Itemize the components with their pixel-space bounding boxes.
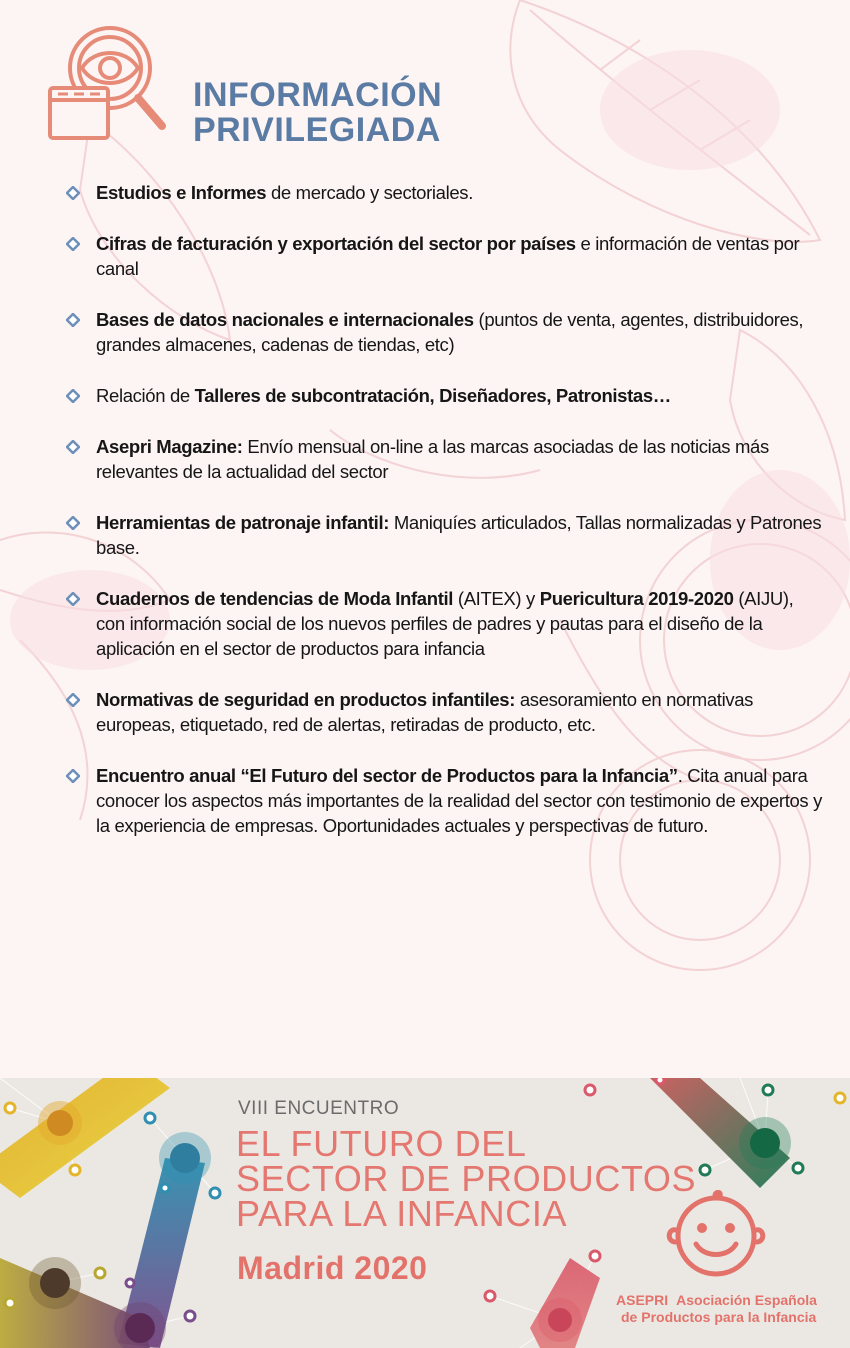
benefit-bold-text: Normativas de seguridad en productos infantiles: — [96, 689, 516, 710]
diamond-bullet-icon — [66, 592, 80, 606]
benefit-bold-text: Cifras de facturación y exportación del sector por países — [96, 233, 576, 254]
benefit-item — [66, 383, 826, 408]
eye-search-document-icon — [44, 24, 170, 144]
benefit-item — [66, 763, 826, 838]
smiling-baby-face-icon — [662, 1190, 770, 1280]
benefit-item — [66, 586, 826, 661]
benefit-text: de mercado y sectoriales. — [266, 182, 474, 203]
event-title-line-3: PARA LA INFANCIA — [236, 1193, 568, 1234]
org-name-line-1 — [616, 1292, 817, 1308]
benefit-item — [66, 180, 826, 205]
event-banner — [0, 1078, 850, 1348]
diamond-bullet-icon — [66, 516, 80, 530]
benefit-item — [66, 510, 826, 560]
event-title-line-1: EL FUTURO DEL — [236, 1123, 527, 1164]
benefit-bold-text: Asepri Magazine: — [96, 436, 243, 457]
benefit-text: e información de ventas por canal — [96, 233, 800, 279]
diamond-bullet-icon — [66, 693, 80, 707]
benefit-text: . Cita anual para conocer los aspectos más importantes de la realidad del sector con testimonio de expertos y la experiencia de empresas. Oportunidades actuales y perspectivas de futuro. — [96, 765, 823, 836]
event-edition: VIII ENCUENTRO — [238, 1098, 400, 1119]
diamond-bullet-icon — [66, 440, 80, 454]
benefit-bold-text: Herramientas de patronaje infantil: — [96, 512, 390, 533]
diamond-bullet-icon — [66, 313, 80, 327]
benefit-bold-text: Encuentro anual “El Futuro del sector de Productos para la Infancia” — [96, 765, 678, 786]
org-name-line-2: de Productos para la Infancia — [621, 1309, 817, 1325]
benefit-bold-text: Estudios e Informes — [96, 182, 267, 203]
benefit-item — [66, 231, 826, 281]
benefit-text: (puntos de venta, agentes, distribuidores, grandes almacenes, cadenas de tiendas, etc) — [96, 309, 804, 355]
benefit-text: (AITEX) y — [453, 588, 540, 609]
benefit-item — [66, 307, 826, 357]
diamond-bullet-icon — [66, 237, 80, 251]
benefit-text: (AIJU), con información social de los nuevos perfiles de padres y pautas para el diseño de la aplicación en el sector de productos para infancia — [96, 588, 794, 659]
benefit-item — [66, 434, 826, 484]
event-title — [236, 1123, 697, 1234]
event-city-year: Madrid 2020 — [237, 1250, 428, 1286]
org-brand: ASEPRI — [616, 1292, 669, 1308]
benefit-bold-text: Cuadernos de tendencias de Moda Infantil — [96, 588, 454, 609]
org-name-text: Asociación Española — [676, 1292, 817, 1308]
benefit-bold-text: Puericultura 2019-2020 — [539, 588, 734, 609]
benefits-list — [66, 180, 826, 838]
benefit-item — [66, 687, 826, 737]
diamond-bullet-icon — [66, 769, 80, 783]
benefit-text: Maniquíes articulados, Tallas normalizadas y Patrones base. — [96, 512, 822, 558]
benefit-text: Envío mensual on-line a las marcas asociadas de las noticias más relevantes de la actualidad del sector — [96, 436, 769, 482]
event-title-line-2: SECTOR DE PRODUCTOS — [236, 1158, 697, 1199]
diamond-bullet-icon — [66, 186, 80, 200]
benefit-bold-text: Talleres de subcontratación, Diseñadores, Patronistas… — [194, 385, 671, 406]
page-title — [193, 78, 442, 148]
benefit-bold-text: Bases de datos nacionales e internacionales — [96, 309, 474, 330]
benefit-text: asesoramiento en normativas europeas, etiquetado, red de alertas, retiradas de producto, etc. — [96, 689, 754, 735]
diamond-bullet-icon — [66, 389, 80, 403]
title-line-2: PRIVILEGIADA — [193, 111, 441, 149]
title-line-1: INFORMACIÓN — [193, 76, 443, 114]
benefit-text: Relación de — [96, 385, 195, 406]
